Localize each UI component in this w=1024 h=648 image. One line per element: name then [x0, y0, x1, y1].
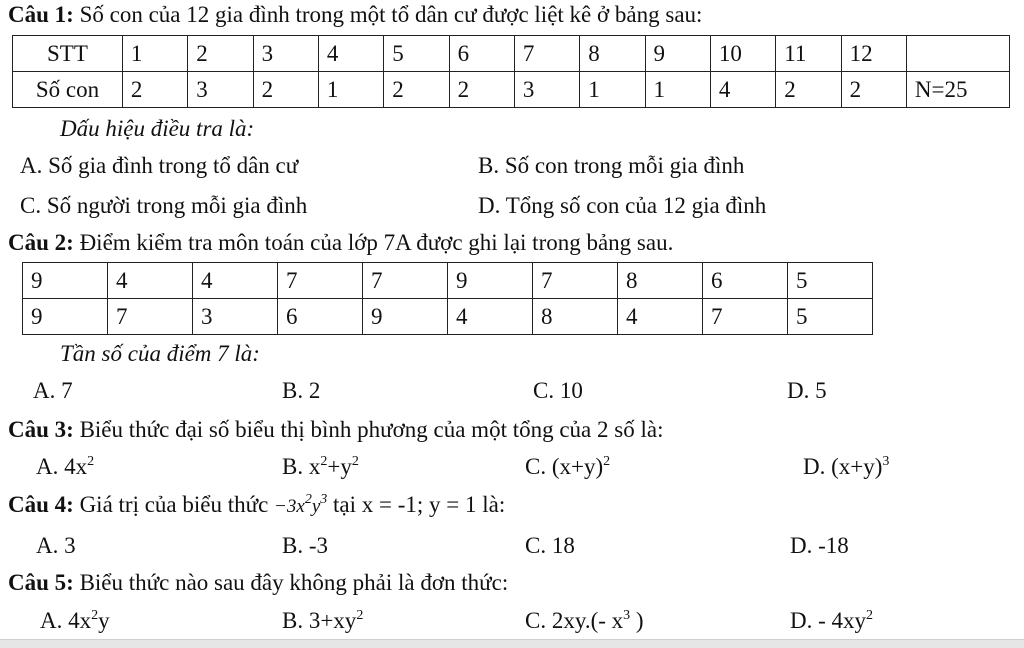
- table-row: [13, 72, 1010, 108]
- text-segment: B. 2: [282, 378, 321, 403]
- q3-option-c[interactable]: [525, 454, 610, 480]
- text-segment: C. (x+y): [525, 454, 604, 479]
- table-cell: 1: [580, 72, 645, 108]
- question-2-text: Điểm kiểm tra môn toán của lớp 7A được ghi lại trong bảng sau.: [73, 230, 674, 255]
- superscript: 2: [91, 608, 99, 623]
- question-2: [8, 230, 673, 256]
- table-cell: 7: [703, 299, 788, 335]
- table-row: [23, 299, 873, 335]
- question-4-label: Câu 4:: [8, 492, 74, 517]
- text-segment: B. x: [282, 454, 321, 479]
- question-3-label: Câu 3:: [8, 417, 74, 442]
- superscript: 2: [356, 608, 364, 623]
- superscript: 2: [87, 454, 95, 469]
- text-segment: D. - 4xy: [790, 608, 867, 633]
- table-cell: 1: [318, 72, 383, 108]
- bottom-scrollbar[interactable]: [0, 639, 1024, 648]
- text-segment: +y: [327, 454, 352, 479]
- q1-option-a[interactable]: [20, 153, 298, 179]
- table-cell: STT: [13, 36, 123, 72]
- question-4-text-after: tại x = -1; y = 1 là:: [327, 492, 506, 517]
- q4-option-b[interactable]: [282, 533, 328, 559]
- q1-option-b[interactable]: [478, 153, 744, 179]
- table-cell: 10: [710, 36, 775, 72]
- table-cell: 4: [108, 263, 193, 299]
- table-row: [13, 36, 1010, 72]
- text-segment: ): [630, 608, 644, 633]
- question-1-prompt: Dấu hiệu điều tra là:: [60, 116, 255, 141]
- q2-option-c[interactable]: [533, 378, 583, 404]
- table-cell: 8: [580, 36, 645, 72]
- table-cell: N=25: [906, 72, 1009, 108]
- question-3: [8, 417, 663, 443]
- superscript: 3: [882, 454, 890, 469]
- text-segment: D. 5: [787, 378, 827, 403]
- q1-option-d[interactable]: [478, 193, 766, 219]
- q2-option-a[interactable]: [33, 378, 73, 404]
- text-segment: A. 7: [33, 378, 73, 403]
- table-cell: 8: [533, 299, 618, 335]
- superscript: 2: [866, 608, 874, 623]
- q2-option-b[interactable]: [282, 378, 320, 404]
- question-1-text: Số con của 12 gia đình trong một tổ dân cư được liệt kê ở bảng sau:: [73, 2, 703, 27]
- question-3-text: Biểu thức đại số biểu thị bình phương của một tổng của 2 số là:: [73, 417, 664, 442]
- table-cell: 2: [253, 72, 318, 108]
- text-segment: B. 3+xy: [282, 608, 357, 633]
- table-cell: 3: [514, 72, 579, 108]
- table-cell: [906, 36, 1009, 72]
- table-cell: 6: [449, 36, 514, 72]
- table-cell: 7: [108, 299, 193, 335]
- text-segment: y: [98, 608, 110, 633]
- q2-option-d[interactable]: [787, 378, 827, 404]
- question-2-label: Câu 2:: [8, 230, 74, 255]
- question-1-label: Câu 1:: [8, 2, 74, 27]
- table-cell: 4: [448, 299, 533, 335]
- q5-option-a[interactable]: [40, 608, 110, 634]
- table-cell: 5: [384, 36, 449, 72]
- table-cell: 2: [384, 72, 449, 108]
- table-cell: 2: [841, 72, 906, 108]
- superscript: 2: [351, 454, 359, 469]
- q4-option-c[interactable]: [525, 533, 575, 559]
- text-segment: D. -18: [790, 533, 849, 558]
- text-segment: A. 4x: [40, 608, 92, 633]
- q5-option-d[interactable]: [790, 608, 873, 634]
- q4-option-a[interactable]: [36, 533, 76, 559]
- text-segment: C. 18: [525, 533, 575, 558]
- text-segment: C. 2xy.(- x: [525, 608, 624, 633]
- table-cell: 1: [122, 36, 187, 72]
- table-cell: 2: [188, 36, 253, 72]
- q5-option-c[interactable]: [525, 608, 644, 634]
- question-4-expression: [274, 492, 328, 517]
- question-5-label: Câu 5:: [8, 570, 74, 595]
- text-segment: −3x: [274, 496, 305, 517]
- text-segment: A. 4x: [36, 454, 88, 479]
- superscript: 2: [603, 454, 611, 469]
- table-cell: 3: [193, 299, 278, 335]
- table-cell: 6: [703, 263, 788, 299]
- q3-option-a[interactable]: [36, 454, 94, 480]
- table-cell: 8: [618, 263, 703, 299]
- table-cell: 7: [278, 263, 363, 299]
- table-cell: 6: [278, 299, 363, 335]
- question-5: [8, 570, 508, 596]
- table-cell: 3: [188, 72, 253, 108]
- text-segment: B. Số con trong mỗi gia đình: [478, 153, 745, 178]
- table-cell: 3: [253, 36, 318, 72]
- q3-option-b[interactable]: [282, 454, 359, 480]
- table-cell: 2: [449, 72, 514, 108]
- q1-option-c[interactable]: [20, 193, 307, 219]
- table-cell: 4: [710, 72, 775, 108]
- table-cell: 9: [448, 263, 533, 299]
- q5-option-b[interactable]: [282, 608, 363, 634]
- text-segment: B. -3: [282, 533, 328, 558]
- text-segment: A. Số gia đình trong tổ dân cư: [20, 153, 299, 178]
- table-cell: 9: [23, 263, 108, 299]
- superscript: 3: [623, 608, 631, 623]
- table-cell: 2: [776, 72, 841, 108]
- question-2-prompt: Tần số của điểm 7 là:: [60, 341, 260, 366]
- text-segment: A. 3: [36, 533, 76, 558]
- table-cell: 4: [618, 299, 703, 335]
- superscript: 3: [320, 492, 328, 507]
- table-cell: 7: [533, 263, 618, 299]
- table-row: [23, 263, 873, 299]
- table-cell: 5: [788, 263, 873, 299]
- text-segment: D. Tổng số con của 12 gia đình: [478, 193, 767, 218]
- children-table: [12, 35, 1010, 108]
- text-segment: y: [311, 496, 321, 517]
- table-cell: 1: [645, 72, 710, 108]
- text-segment: D. (x+y): [803, 454, 883, 479]
- q3-option-d[interactable]: [803, 454, 889, 480]
- table-cell: 9: [645, 36, 710, 72]
- table-cell: Số con: [13, 72, 123, 108]
- superscript: 2: [304, 492, 312, 507]
- table-cell: 12: [841, 36, 906, 72]
- table-cell: 4: [193, 263, 278, 299]
- question-4: [8, 492, 505, 520]
- table-cell: 9: [23, 299, 108, 335]
- table-cell: 5: [788, 299, 873, 335]
- question-4-text-before: Giá trị của biểu thức: [73, 492, 275, 517]
- table-cell: 7: [363, 263, 448, 299]
- table-cell: 9: [363, 299, 448, 335]
- table-cell: 2: [122, 72, 187, 108]
- table-cell: 11: [776, 36, 841, 72]
- text-segment: C. Số người trong mỗi gia đình: [20, 193, 308, 218]
- table-cell: 4: [318, 36, 383, 72]
- question-5-text: Biểu thức nào sau đây không phải là đơn thức:: [73, 570, 509, 595]
- q4-option-d[interactable]: [790, 533, 849, 559]
- table-cell: 7: [514, 36, 579, 72]
- question-1: [8, 2, 702, 28]
- text-segment: C. 10: [533, 378, 583, 403]
- scores-table: [22, 262, 873, 335]
- superscript: 2: [320, 454, 328, 469]
